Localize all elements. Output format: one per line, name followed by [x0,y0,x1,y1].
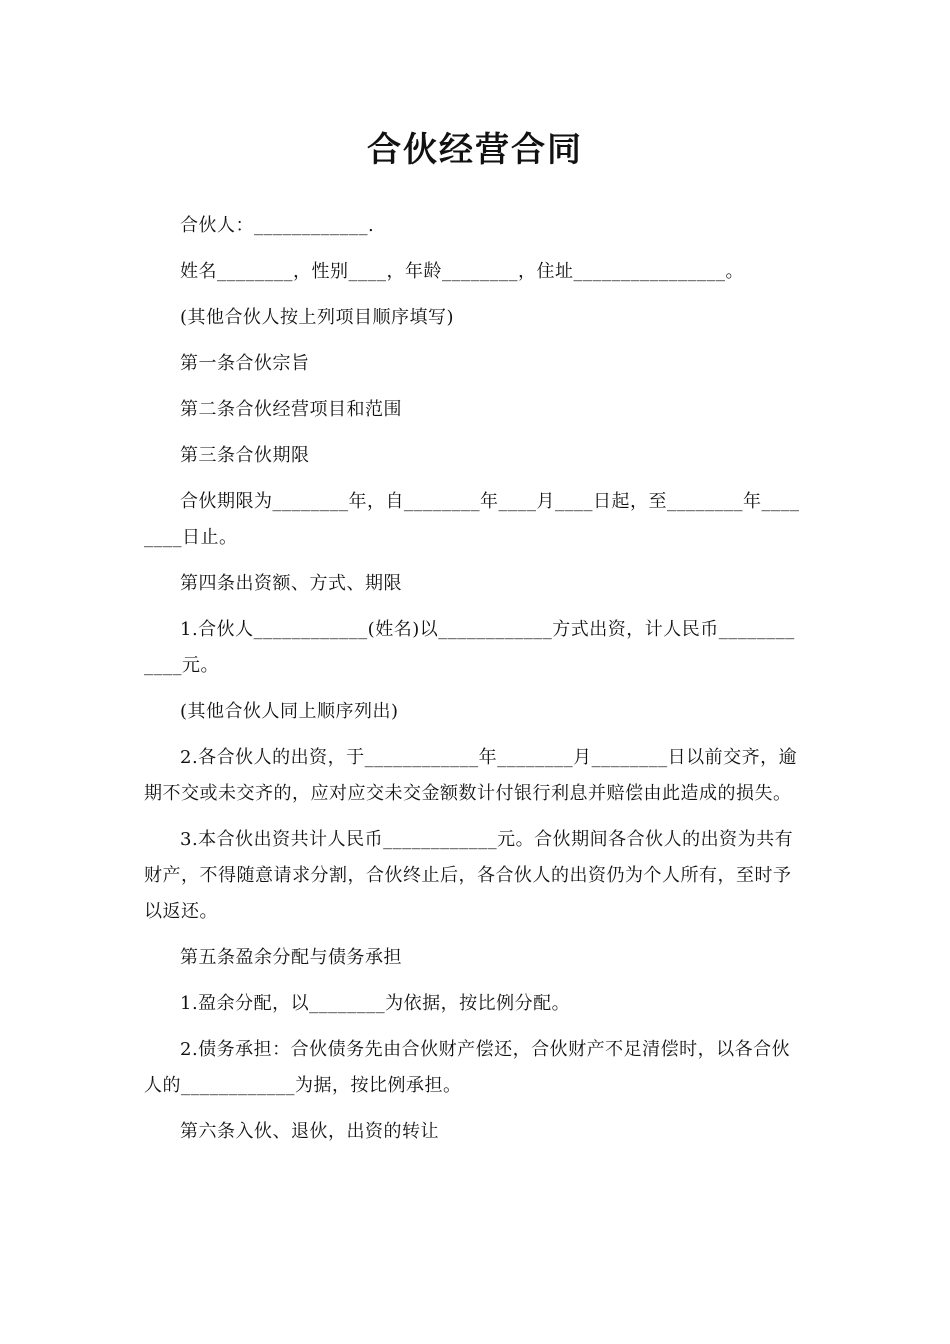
document-title: 合伙经营合同 [367,130,583,170]
article-1-heading: 第一条合伙宗旨 [180,353,310,374]
article-5-heading: 第五条盈余分配与债务承担 [180,947,402,968]
article-3-heading: 第三条合伙期限 [180,445,310,466]
article-4-other-partners-note: (其他合伙人同上顺序列出) [180,701,399,722]
article-6-heading: 第六条入伙、退伙，出资的转让 [180,1121,439,1142]
article-4-clause-3: 3.本合伙出资共计人民币____________元。合伙期间各合伙人的出资为共有财产，不得随意请求分割，合伙终止后，各合伙人的出资仍为个人所有，至时予以返还。 [144,829,794,922]
article-3-term-clause: 合伙期限为________年，自________年____月____日起，至________年________日止。 [144,491,800,548]
article-4-clause-1: 1.合伙人____________(姓名)以____________方式出资，计人民币____________元。 [144,619,795,676]
article-4-heading: 第四条出资额、方式、期限 [180,573,402,594]
article-4-clause-2: 2.各合伙人的出资，于____________年________月________日以前交齐，逾期不交或未交齐的，应对应交未交金额数计付银行利息并赔偿由此造成的损失。 [144,747,798,804]
paragraph-partner-details: 姓名________，性别____，年龄________，住址________________。 [180,261,744,282]
paragraph-other-partners-note: (其他合伙人按上列项目顺序填写) [180,307,455,328]
article-5-clause-1: 1.盈余分配，以________为依据，按比例分配。 [180,993,571,1014]
document-body [144,208,804,1160]
article-2-heading: 第二条合伙经营项目和范围 [180,399,402,420]
article-5-clause-2: 2.债务承担：合伙债务先由合伙财产偿还，合伙财产不足清偿时，以各合伙人的____________为据，按比例承担。 [144,1039,791,1096]
paragraph-partner: 合伙人：____________. [180,215,375,236]
